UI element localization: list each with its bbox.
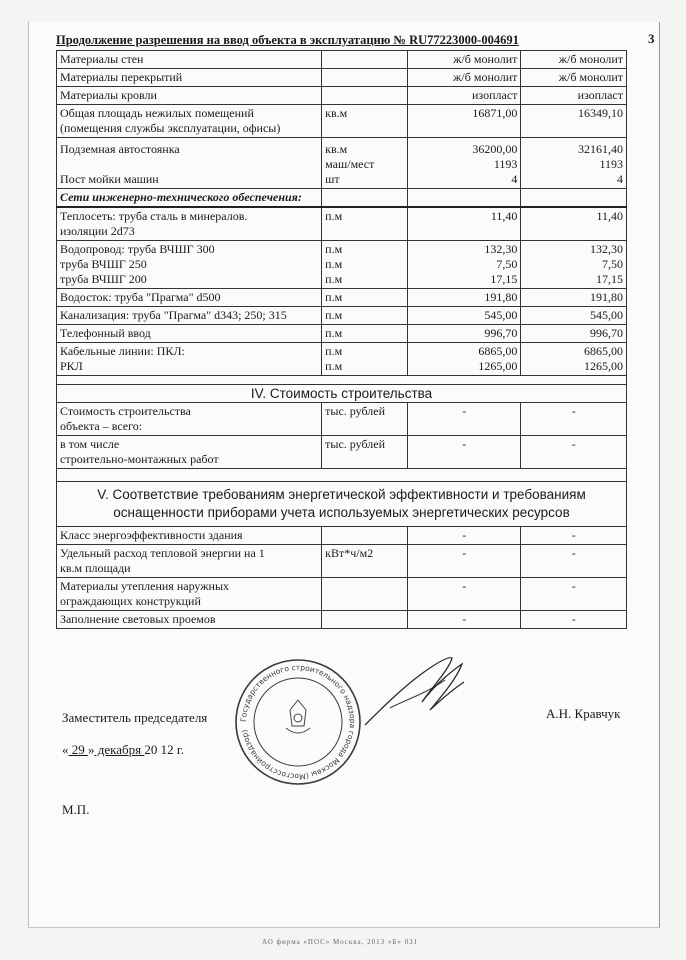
signature-date bbox=[62, 742, 184, 758]
value-line: 132,30 bbox=[590, 242, 623, 256]
row-value-actual: - bbox=[521, 527, 627, 545]
section-title-row bbox=[57, 482, 627, 527]
row-unit bbox=[322, 578, 408, 611]
row-label: Материалы перекрытий bbox=[57, 69, 322, 87]
row-unit bbox=[322, 527, 408, 545]
row-value-actual: изопласт bbox=[521, 87, 627, 105]
row-label bbox=[57, 138, 322, 189]
official-seal bbox=[228, 652, 368, 792]
networks-subtitle: Сети инженерно-технического обеспечения: bbox=[57, 189, 322, 208]
value-line: 32161,40 bbox=[578, 142, 623, 156]
spacer-cell bbox=[57, 376, 627, 385]
row-unit: тыс. рублей bbox=[322, 436, 408, 469]
section-title-row bbox=[57, 385, 627, 403]
object-parameters-table bbox=[56, 50, 627, 629]
row-value-actual: - bbox=[521, 611, 627, 629]
table-row bbox=[57, 241, 627, 289]
spacer-row bbox=[57, 376, 627, 385]
title-line: V. Соответствие требованиям энергетической эффективности и требованиям bbox=[97, 487, 586, 502]
page-number: 3 bbox=[648, 31, 655, 46]
row-value-actual: ж/б монолит bbox=[521, 51, 627, 69]
label-line: Водопровод: труба ВЧШГ 300 bbox=[60, 242, 215, 256]
label-line: (помещения службы эксплуатации, офисы) bbox=[60, 121, 281, 135]
row-unit: кВт*ч/м2 bbox=[322, 545, 408, 578]
signer-name: А.Н. Кравчук bbox=[546, 706, 621, 721]
section-5-title bbox=[57, 482, 627, 527]
table-row bbox=[57, 51, 627, 69]
label-line: объекта – всего: bbox=[60, 419, 143, 433]
table-row bbox=[57, 69, 627, 87]
row-value-project: ж/б монолит bbox=[408, 51, 521, 69]
table-row bbox=[57, 289, 627, 307]
row-label: Класс энергоэффективности здания bbox=[57, 527, 322, 545]
row-value-project bbox=[408, 343, 521, 376]
value-line: 1265,00 bbox=[478, 359, 518, 373]
unit-line: шт bbox=[325, 172, 340, 186]
row-unit: тыс. рублей bbox=[322, 403, 408, 436]
row-label: Канализация: труба "Прагма" d343; 250; 315 bbox=[57, 307, 322, 325]
table-row bbox=[57, 87, 627, 105]
stamp-place-label: М.П. bbox=[62, 802, 90, 817]
row-value-project: - bbox=[408, 403, 521, 436]
date-month: декабря bbox=[94, 742, 145, 757]
date-quote-close: » bbox=[88, 742, 95, 757]
value-line: 4 bbox=[617, 172, 623, 186]
row-label bbox=[57, 105, 322, 138]
label-line: труба ВЧШГ 200 bbox=[60, 272, 147, 286]
row-value-actual: 996,70 bbox=[521, 325, 627, 343]
table-row bbox=[57, 436, 627, 469]
row-value-project: - bbox=[408, 527, 521, 545]
unit-line: п.м bbox=[325, 257, 343, 271]
title-line: оснащенности приборами учета используемых энергетических ресурсов bbox=[113, 505, 570, 520]
print-footer: АО фирма «ПОС» Москва, 2013 «Б» 031 bbox=[262, 938, 419, 946]
unit-line: п.м bbox=[325, 344, 343, 358]
value-line: 1193 bbox=[599, 157, 623, 171]
empty-cell bbox=[521, 189, 627, 208]
table-row bbox=[57, 527, 627, 545]
row-value-project: 191,80 bbox=[408, 289, 521, 307]
row-unit bbox=[322, 611, 408, 629]
row-value-actual bbox=[521, 343, 627, 376]
signer-position: Заместитель председателя bbox=[62, 710, 208, 725]
label-line: РКЛ bbox=[60, 359, 83, 373]
row-unit bbox=[322, 51, 408, 69]
row-label: Телефонный ввод bbox=[57, 325, 322, 343]
unit-line: п.м bbox=[325, 272, 343, 286]
row-label: Материалы кровли bbox=[57, 87, 322, 105]
value-line: 17,15 bbox=[596, 272, 623, 286]
row-unit: п.м bbox=[322, 207, 408, 241]
handwritten-signature bbox=[360, 650, 470, 730]
label-line: труба ВЧШГ 250 bbox=[60, 257, 147, 271]
table-row bbox=[57, 307, 627, 325]
row-label bbox=[57, 343, 322, 376]
label-line: Пост мойки машин bbox=[60, 172, 159, 186]
label-line: Стоимость строительства bbox=[60, 404, 191, 418]
label-line: кв.м площади bbox=[60, 561, 131, 575]
table-row bbox=[57, 105, 627, 138]
row-label: Заполнение световых проемов bbox=[57, 611, 322, 629]
value-line: 1193 bbox=[493, 157, 518, 171]
row-value-project: 16871,00 bbox=[408, 105, 521, 138]
value-line: 6865,00 bbox=[584, 344, 623, 358]
value-line: 132,30 bbox=[484, 242, 518, 256]
row-value-actual: 545,00 bbox=[521, 307, 627, 325]
svg-text:Государственного строительного: Государственного строительного надзора города Москвы (Мосгосстройнадзор) bbox=[238, 662, 358, 782]
row-value-project: - bbox=[408, 578, 521, 611]
row-value-actual: - bbox=[521, 578, 627, 611]
value-line: 7,50 bbox=[602, 257, 623, 271]
label-line: Материалы утепления наружных bbox=[60, 579, 230, 593]
row-value-project: изопласт bbox=[408, 87, 521, 105]
label-line: Теплосеть: труба сталь в минералов. bbox=[60, 209, 248, 223]
unit-line: п.м bbox=[325, 242, 343, 256]
date-quote-open: « bbox=[62, 742, 69, 757]
row-value-actual bbox=[521, 138, 627, 189]
value-line: 7,50 bbox=[496, 257, 518, 271]
row-label: Материалы стен bbox=[57, 51, 322, 69]
unit-line: маш/мест bbox=[325, 157, 375, 171]
unit-line: п.м bbox=[325, 359, 343, 373]
table-row bbox=[57, 343, 627, 376]
unit-line: кв.м bbox=[325, 142, 348, 156]
row-label bbox=[57, 545, 322, 578]
value-line: 36200,00 bbox=[472, 142, 518, 156]
value-line: 6865,00 bbox=[478, 344, 518, 358]
row-value-project: 11,40 bbox=[408, 207, 521, 241]
row-label bbox=[57, 578, 322, 611]
row-unit bbox=[322, 343, 408, 376]
table-row bbox=[57, 403, 627, 436]
row-value-project: - bbox=[408, 436, 521, 469]
row-label bbox=[57, 403, 322, 436]
row-value-actual: - bbox=[521, 545, 627, 578]
row-value-actual: 16349,10 bbox=[521, 105, 627, 138]
row-value-actual: - bbox=[521, 436, 627, 469]
row-unit bbox=[322, 138, 408, 189]
row-unit bbox=[322, 87, 408, 105]
value-line: 17,15 bbox=[490, 272, 518, 286]
row-value-project: ж/б монолит bbox=[408, 69, 521, 87]
label-line: в том числе bbox=[60, 437, 120, 451]
row-unit: п.м bbox=[322, 307, 408, 325]
label-line: Удельный расход тепловой энергии на 1 bbox=[60, 546, 265, 560]
document-header: Продолжение разрешения на ввод объекта в эксплуатацию № RU77223000-004691 bbox=[56, 33, 519, 47]
table-row bbox=[57, 611, 627, 629]
row-unit: п.м bbox=[322, 289, 408, 307]
section-subtitle-row bbox=[57, 189, 627, 208]
row-label bbox=[57, 436, 322, 469]
row-unit: п.м bbox=[322, 325, 408, 343]
row-label bbox=[57, 241, 322, 289]
section-4-title: IV. Стоимость строительства bbox=[57, 385, 627, 403]
row-value-project: 996,70 bbox=[408, 325, 521, 343]
label-line: строительно-монтажных работ bbox=[60, 452, 219, 466]
row-value-actual: ж/б монолит bbox=[521, 69, 627, 87]
table-row bbox=[57, 578, 627, 611]
row-value-actual: 191,80 bbox=[521, 289, 627, 307]
label-line: изоляции 2d73 bbox=[60, 224, 135, 238]
row-value-actual bbox=[521, 241, 627, 289]
spacer-cell bbox=[57, 469, 627, 482]
row-value-actual: - bbox=[521, 403, 627, 436]
row-label bbox=[57, 207, 322, 241]
table-row bbox=[57, 207, 627, 241]
value-line: 4 bbox=[511, 172, 518, 186]
empty-cell bbox=[408, 189, 521, 208]
row-value-project: - bbox=[408, 545, 521, 578]
row-value-project: 545,00 bbox=[408, 307, 521, 325]
row-unit bbox=[322, 241, 408, 289]
row-label: Водосток: труба "Прагма" d500 bbox=[57, 289, 322, 307]
row-value-project bbox=[408, 138, 521, 189]
table-row bbox=[57, 138, 627, 189]
label-line: Подземная автостоянка bbox=[60, 142, 180, 156]
date-day: 29 bbox=[68, 742, 88, 757]
date-year: 20 12 г. bbox=[144, 742, 184, 757]
label-line: Кабельные линии: ПКЛ: bbox=[60, 344, 185, 358]
label-line: Общая площадь нежилых помещений bbox=[60, 106, 254, 120]
value-line: 1265,00 bbox=[584, 359, 623, 373]
row-value-project bbox=[408, 241, 521, 289]
row-value-project: - bbox=[408, 611, 521, 629]
row-value-actual: 11,40 bbox=[521, 207, 627, 241]
row-unit bbox=[322, 69, 408, 87]
spacer-row bbox=[57, 469, 627, 482]
table-row bbox=[57, 545, 627, 578]
label-line: ограждающих конструкций bbox=[60, 594, 201, 608]
empty-cell bbox=[322, 189, 408, 208]
row-unit: кв.м bbox=[322, 105, 408, 138]
table-row bbox=[57, 325, 627, 343]
